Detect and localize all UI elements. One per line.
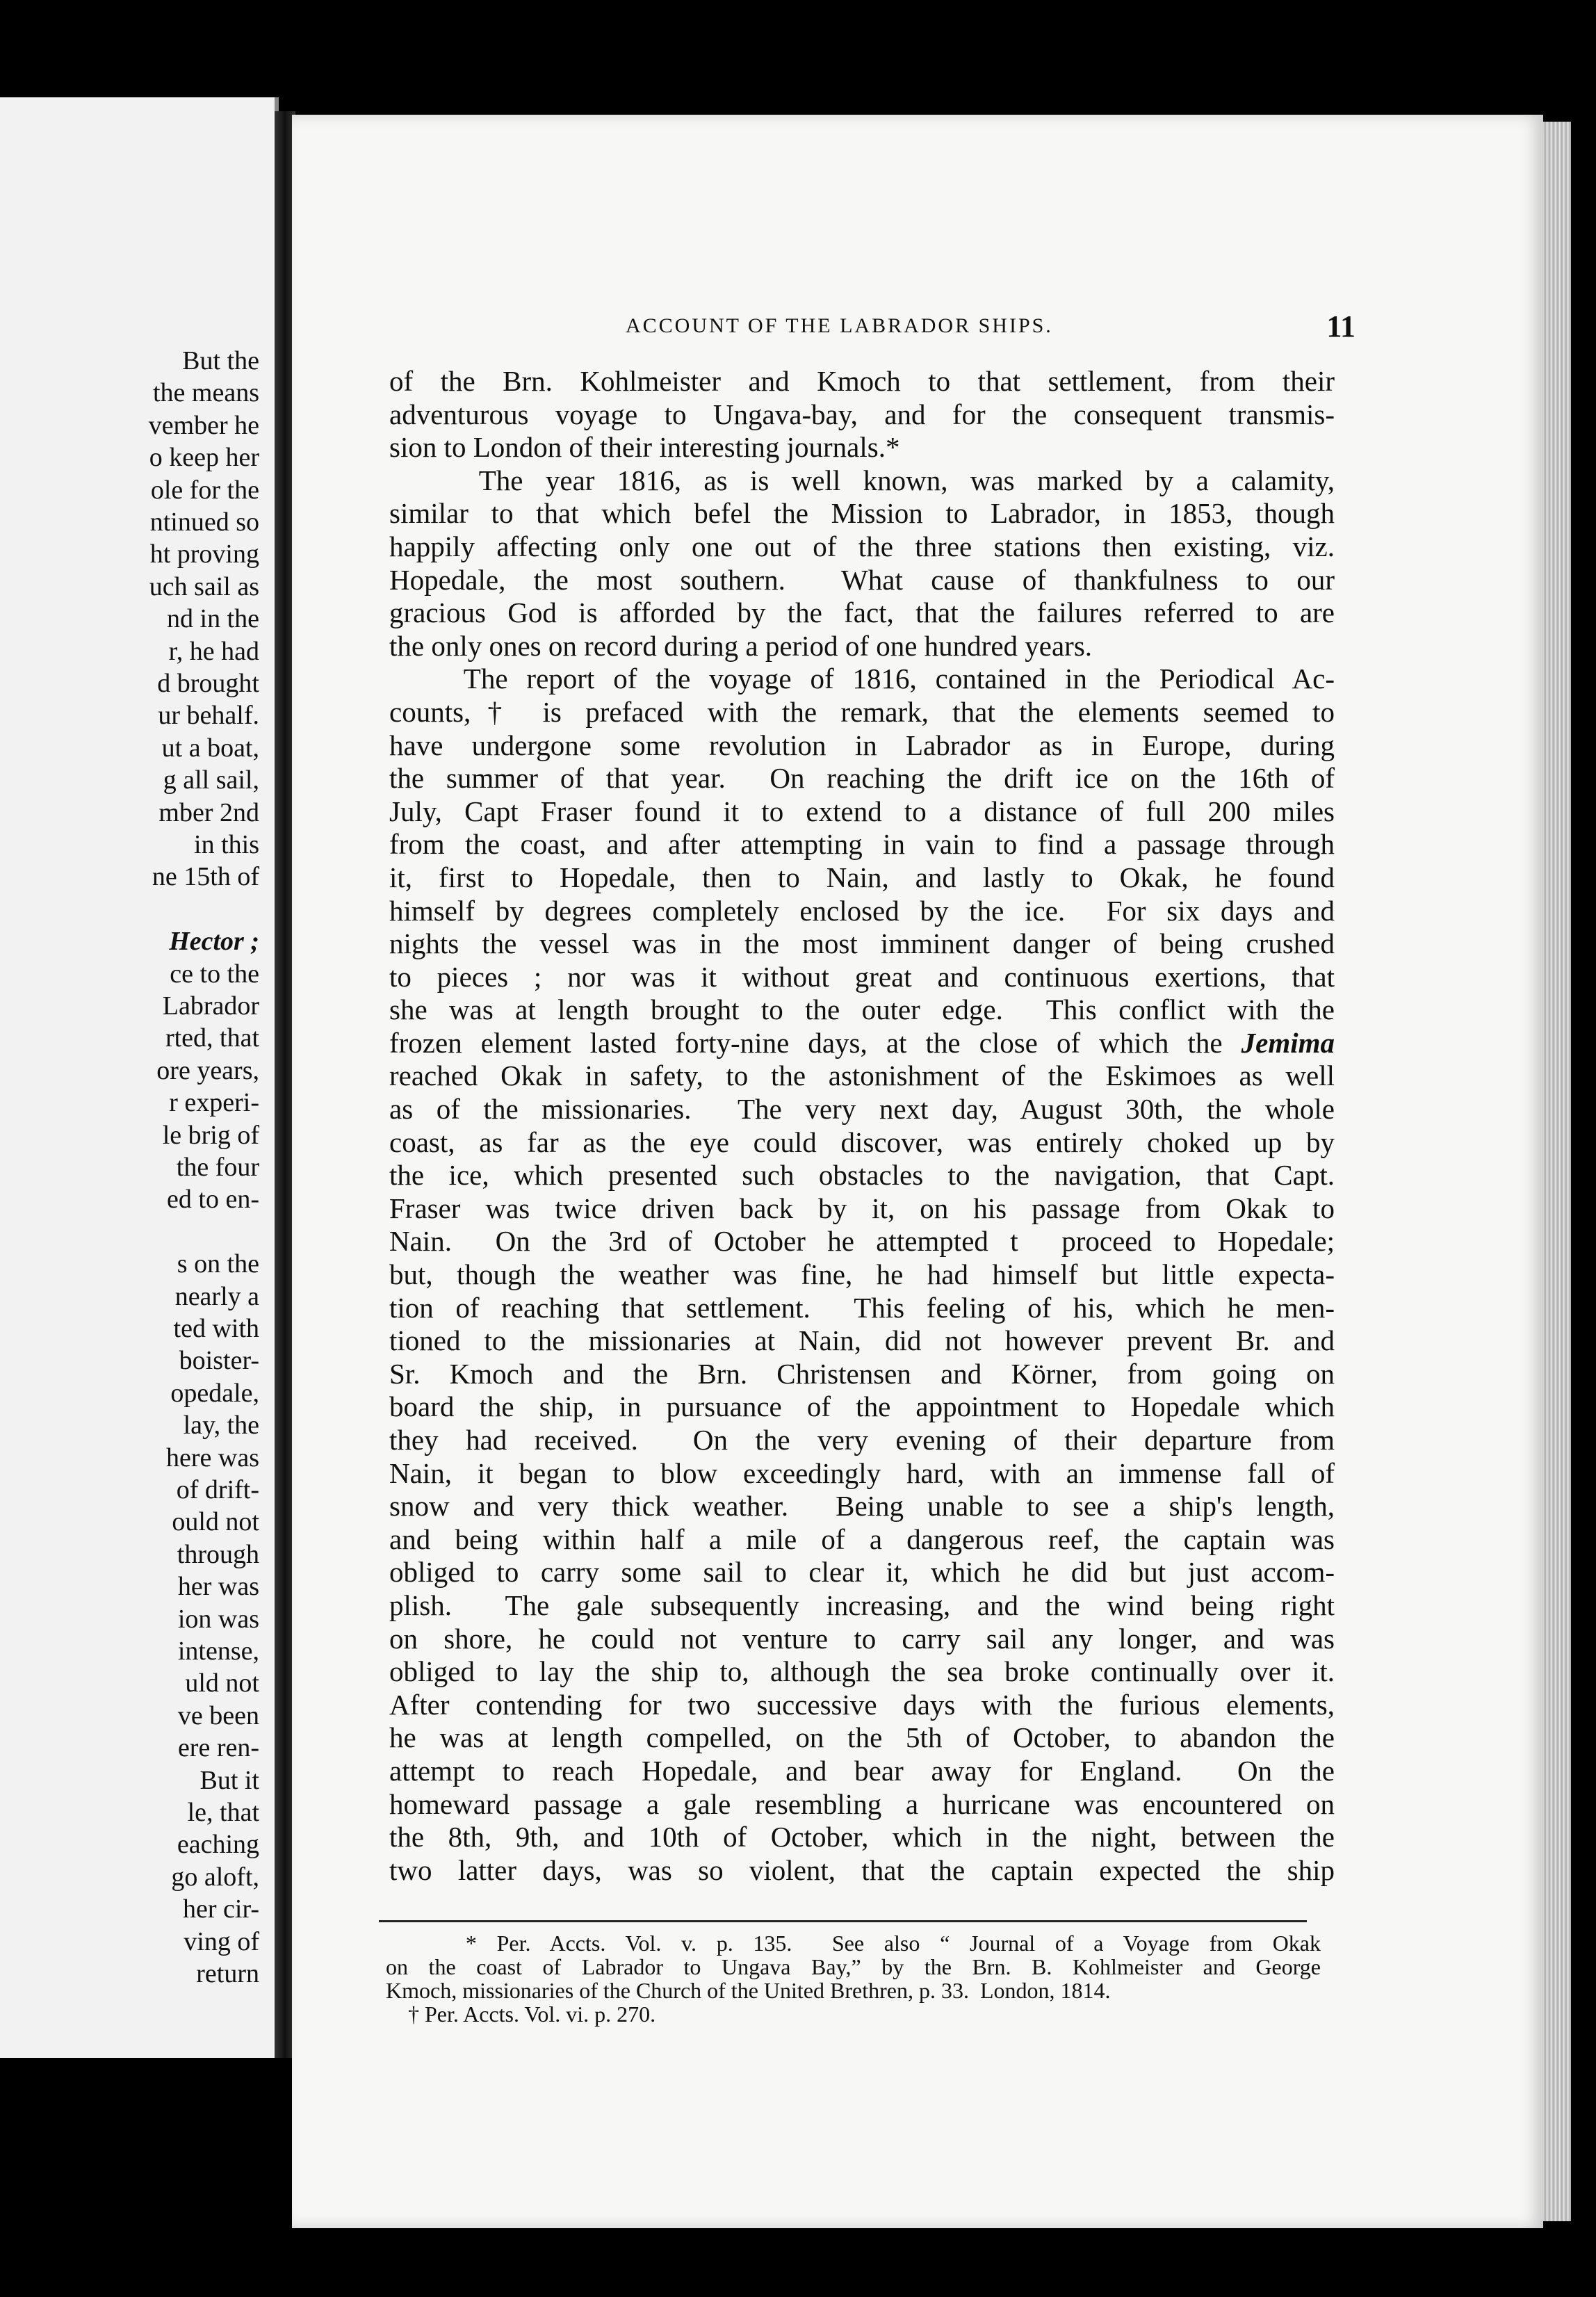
body-line-text: the only ones on record during a period of one hundred years. — [389, 629, 1093, 662]
body-line-text: it, first to Hopedale, then to Nain, and lastly to Okak, he found — [389, 861, 1335, 893]
body-line — [389, 895, 1335, 928]
body-line-text: coast, as far as the eye could discover, was entirely choked up by — [389, 1126, 1335, 1158]
left-page-line: return — [196, 1959, 259, 1988]
body-line — [389, 1126, 1335, 1160]
body-line-text: plish. The gale subsequently increasing, and the wind being right — [389, 1589, 1335, 1621]
body-line-text: but, though the weather was fine, he had himself but little expecta- — [389, 1258, 1335, 1291]
body-line-text: tion of reaching that settlement. This feeling of his, which he men- — [389, 1291, 1335, 1324]
body-line-text: similar to that which befel the Mission to Labrador, in 1853, though — [389, 497, 1335, 530]
left-page-line: ted with — [173, 1314, 259, 1343]
left-page-line: her was — [177, 1572, 259, 1602]
body-line — [389, 530, 1335, 564]
body-line — [389, 1490, 1335, 1523]
body-line — [389, 564, 1335, 597]
body-line — [389, 927, 1335, 961]
body-line — [389, 630, 1335, 663]
body-line-text: Nain, it began to blow exceedingly hard, with an immense fall of — [389, 1456, 1335, 1489]
left-page-line: le, that — [187, 1798, 259, 1827]
body-line-text: homeward passage a gale resembling a hurricane was encountered on — [389, 1787, 1335, 1820]
left-page-line: ne 15th of — [152, 862, 259, 892]
ship-name: Jemima — [1241, 1026, 1335, 1059]
left-page-line: intense, — [177, 1637, 259, 1666]
body-line-text: Nain. On the 3rd of October he attempted t proceed to Hopedale; — [389, 1225, 1335, 1258]
left-page-line: the four — [176, 1153, 259, 1182]
page-edge — [1543, 122, 1571, 2221]
body-line-text: they had received. On the very evening of their departure from — [389, 1424, 1335, 1456]
left-page-line: boister- — [179, 1346, 259, 1376]
left-page-line: d brought — [157, 669, 259, 698]
left-page-line: vember he — [148, 410, 259, 440]
body-line-text: Hopedale, the most southern. What cause of thankfulness to our — [389, 563, 1335, 596]
left-page-line: ntinued so — [149, 508, 259, 537]
body-line — [389, 1821, 1335, 1854]
page-number: 11 — [1326, 309, 1355, 343]
left-page-line: opedale, — [170, 1378, 259, 1408]
body-line — [389, 828, 1335, 861]
body-line — [389, 1788, 1335, 1821]
footnote-line: on the coast of Labrador to Ungava Bay,” by the Brn. B. Kohlmeister and George — [386, 1954, 1321, 1979]
body-line-text: happily affecting only one out of the three stations then existing, viz. — [389, 530, 1335, 562]
body-line — [389, 1556, 1335, 1589]
left-page-line: ve been — [177, 1701, 259, 1730]
left-page-line: of drift- — [176, 1475, 259, 1504]
body-line-text: attempt to reach Hopedale, and bear away for England. On the — [389, 1754, 1335, 1787]
body-line — [389, 1424, 1335, 1457]
body-line-text: obliged to lay the ship to, although the sea broke continually over it. — [389, 1655, 1335, 1688]
body-line — [389, 663, 1335, 696]
left-page-line: s on the — [177, 1249, 259, 1279]
footnote-line: † Per. Accts. Vol. vi. p. 270. — [386, 2002, 656, 2027]
left-page-line: ore years, — [156, 1055, 259, 1085]
left-page-line: o keep her — [149, 443, 259, 473]
body-line-text: frozen element lasted forty-nine days, at the close of which the — [389, 1026, 1241, 1059]
body-line-text: from the coast, and after attempting in vain to find a passage through — [389, 828, 1335, 861]
footnote-rule — [379, 1920, 1307, 1922]
body-line-text: After contending for two successive days with the furious elements, — [389, 1688, 1335, 1721]
body-line — [389, 1358, 1335, 1391]
body-line — [389, 1324, 1335, 1358]
left-page-line: ere ren- — [177, 1733, 259, 1763]
body-line — [389, 398, 1335, 432]
left-page-line: ed to en- — [167, 1185, 259, 1215]
body-line-text: gracious God is afforded by the fact, that the failures referred to are — [389, 596, 1335, 629]
running-head: ACCOUNT OF THE LABRADOR SHIPS. — [626, 314, 1053, 337]
body-line — [389, 1655, 1335, 1689]
left-page-line: rted, that — [165, 1023, 259, 1053]
left-page-line: the means — [152, 378, 259, 408]
left-page-line: eaching — [177, 1830, 259, 1860]
left-page-line: r experi- — [169, 1088, 259, 1118]
body-line-text: board the ship, in pursuance of the appointment to Hopedale which — [389, 1390, 1335, 1423]
left-page-line: r, he had — [168, 636, 259, 666]
left-page-line: nearly a — [174, 1281, 259, 1311]
body-line-text: Fraser was twice driven back by it, on his passage from Okak to — [389, 1192, 1335, 1224]
footnote-line: * Per. Accts. Vol. v. p. 135. See also “ Journal of a Voyage from Okak — [386, 1931, 1321, 1956]
body-line-text: snow and very thick weather. Being unable to see a ship's length, — [389, 1490, 1335, 1523]
body-line-text: two latter days, was so violent, that the captain expected the ship — [389, 1853, 1335, 1886]
left-page-line: through — [177, 1539, 259, 1569]
body-line-text: the summer of that year. On reaching the drift ice on the 16th of — [389, 762, 1335, 795]
body-line-text: nights the vessel was in the most imminent danger of being crushed — [389, 927, 1335, 960]
page-header — [375, 309, 1362, 356]
body-line — [389, 596, 1335, 630]
left-page-line: Labrador — [162, 991, 259, 1021]
body-line — [389, 762, 1335, 795]
body-line — [389, 1689, 1335, 1722]
body-line — [389, 1523, 1335, 1557]
left-page-line: ould not — [172, 1507, 259, 1537]
body-line-text: to pieces ; nor was it without great and continuous exertions, that — [389, 960, 1335, 993]
body-line-text: on shore, he could not venture to carry sail any longer, and was — [389, 1622, 1335, 1655]
left-page-line: ving of — [184, 1926, 259, 1956]
left-page-line: But the — [182, 346, 259, 375]
left-page-line: ur behalf. — [158, 701, 259, 731]
body-line — [389, 696, 1335, 729]
body-line — [389, 1755, 1335, 1788]
body-line — [389, 1093, 1335, 1126]
left-page-line: But it — [200, 1765, 259, 1795]
body-line-text: himself by degrees completely enclosed by the ice. For six days and — [389, 894, 1335, 927]
body-line — [389, 795, 1335, 829]
body-line — [389, 497, 1335, 530]
left-page-line: ht proving — [149, 539, 259, 569]
body-line — [389, 861, 1335, 895]
body-line-text: July, Capt Fraser found it to extend to a distance of full 200 miles — [389, 795, 1335, 827]
left-page-line: lay, the — [183, 1411, 259, 1440]
body-line — [389, 365, 1335, 398]
left-page-line: uch sail as — [149, 571, 259, 601]
body-line — [389, 1060, 1335, 1093]
body-line — [389, 1258, 1335, 1292]
body-line-text: obliged to carry some sail to clear it, which he did but just accom- — [389, 1556, 1335, 1589]
left-page-line: mber 2nd — [158, 797, 259, 827]
footnotes — [386, 1931, 1321, 2026]
left-page-line: ut a boat, — [161, 733, 259, 763]
body-line — [389, 1457, 1335, 1491]
left-page-line: uld not — [185, 1669, 259, 1698]
body-line-text: the ice, which presented such obstacles to the navigation, that Capt. — [389, 1159, 1335, 1192]
body-line-text: the 8th, 9th, and 10th of October, which in the night, between the — [389, 1821, 1335, 1853]
left-page-line: here was — [166, 1443, 259, 1472]
left-page-line: her cir- — [183, 1894, 259, 1924]
body-line-text: and being within half a mile of a dangerous reef, the captain was — [389, 1523, 1335, 1555]
body-line — [389, 1292, 1335, 1325]
left-page-line: go aloft, — [171, 1862, 259, 1892]
body-line — [389, 993, 1335, 1027]
left-page-line: ce to the — [170, 959, 259, 989]
body-line-text: sion to London of their interesting journals.* — [389, 431, 900, 464]
body-line-text: she was at length brought to the outer edge. This conflict with the — [389, 993, 1335, 1026]
body-line-text: reached Okak in safety, to the astonishment of the Eskimoes as well — [389, 1060, 1335, 1092]
body-line-text: counts,† is prefaced with the remark, that the elements seemed to — [389, 695, 1335, 728]
body-line-text: Sr. Kmoch and the Brn. Christensen and Körner, from going on — [389, 1357, 1335, 1390]
body-line — [389, 961, 1335, 994]
body-line-text: of the Brn. Kohlmeister and Kmoch to that settlement, from their — [389, 365, 1335, 397]
left-page-fragment — [0, 97, 279, 2058]
body-line — [389, 729, 1335, 763]
body-line — [389, 1027, 1335, 1060]
body-line-text: he was at length compelled, on the 5th of October, to abandon the — [389, 1721, 1335, 1754]
body-line-text: as of the missionaries. The very next day, August 30th, the whole — [389, 1093, 1335, 1126]
body-text — [389, 365, 1335, 1887]
body-line-text: The report of the voyage of 1816, contained in the Periodical Ac- — [389, 663, 1335, 695]
left-page-line: Hector ; — [169, 927, 259, 957]
body-line — [389, 1159, 1335, 1192]
body-line-text: tioned to the missionaries at Nain, did not however prevent Br. and — [389, 1324, 1335, 1357]
left-page-line: le brig of — [162, 1120, 259, 1150]
body-line — [389, 1225, 1335, 1258]
body-line — [389, 1390, 1335, 1424]
left-page-line: in this — [194, 830, 259, 859]
body-line — [389, 1192, 1335, 1226]
body-line — [389, 464, 1335, 498]
body-line — [389, 1623, 1335, 1656]
body-line-text: have undergone some revolution in Labrador as in Europe, during — [389, 729, 1335, 761]
body-line — [389, 1589, 1335, 1623]
left-page-line: nd in the — [167, 604, 259, 634]
body-line — [389, 1854, 1335, 1888]
left-page-line: g all sail, — [163, 765, 259, 795]
footnote-line: Kmoch, missionaries of the Church of the United Brethren, p. 33. London, 1814. — [386, 1978, 1111, 2003]
body-line — [389, 431, 1335, 464]
body-line-text: adventurous voyage to Ungava-bay, and for the consequent transmis- — [389, 398, 1335, 430]
body-line-text: The year 1816, as is well known, was marked by a calamity, — [389, 464, 1335, 496]
body-line — [389, 1721, 1335, 1755]
left-page-line: ion was — [177, 1604, 259, 1634]
left-page-line: ole for the — [150, 475, 259, 505]
